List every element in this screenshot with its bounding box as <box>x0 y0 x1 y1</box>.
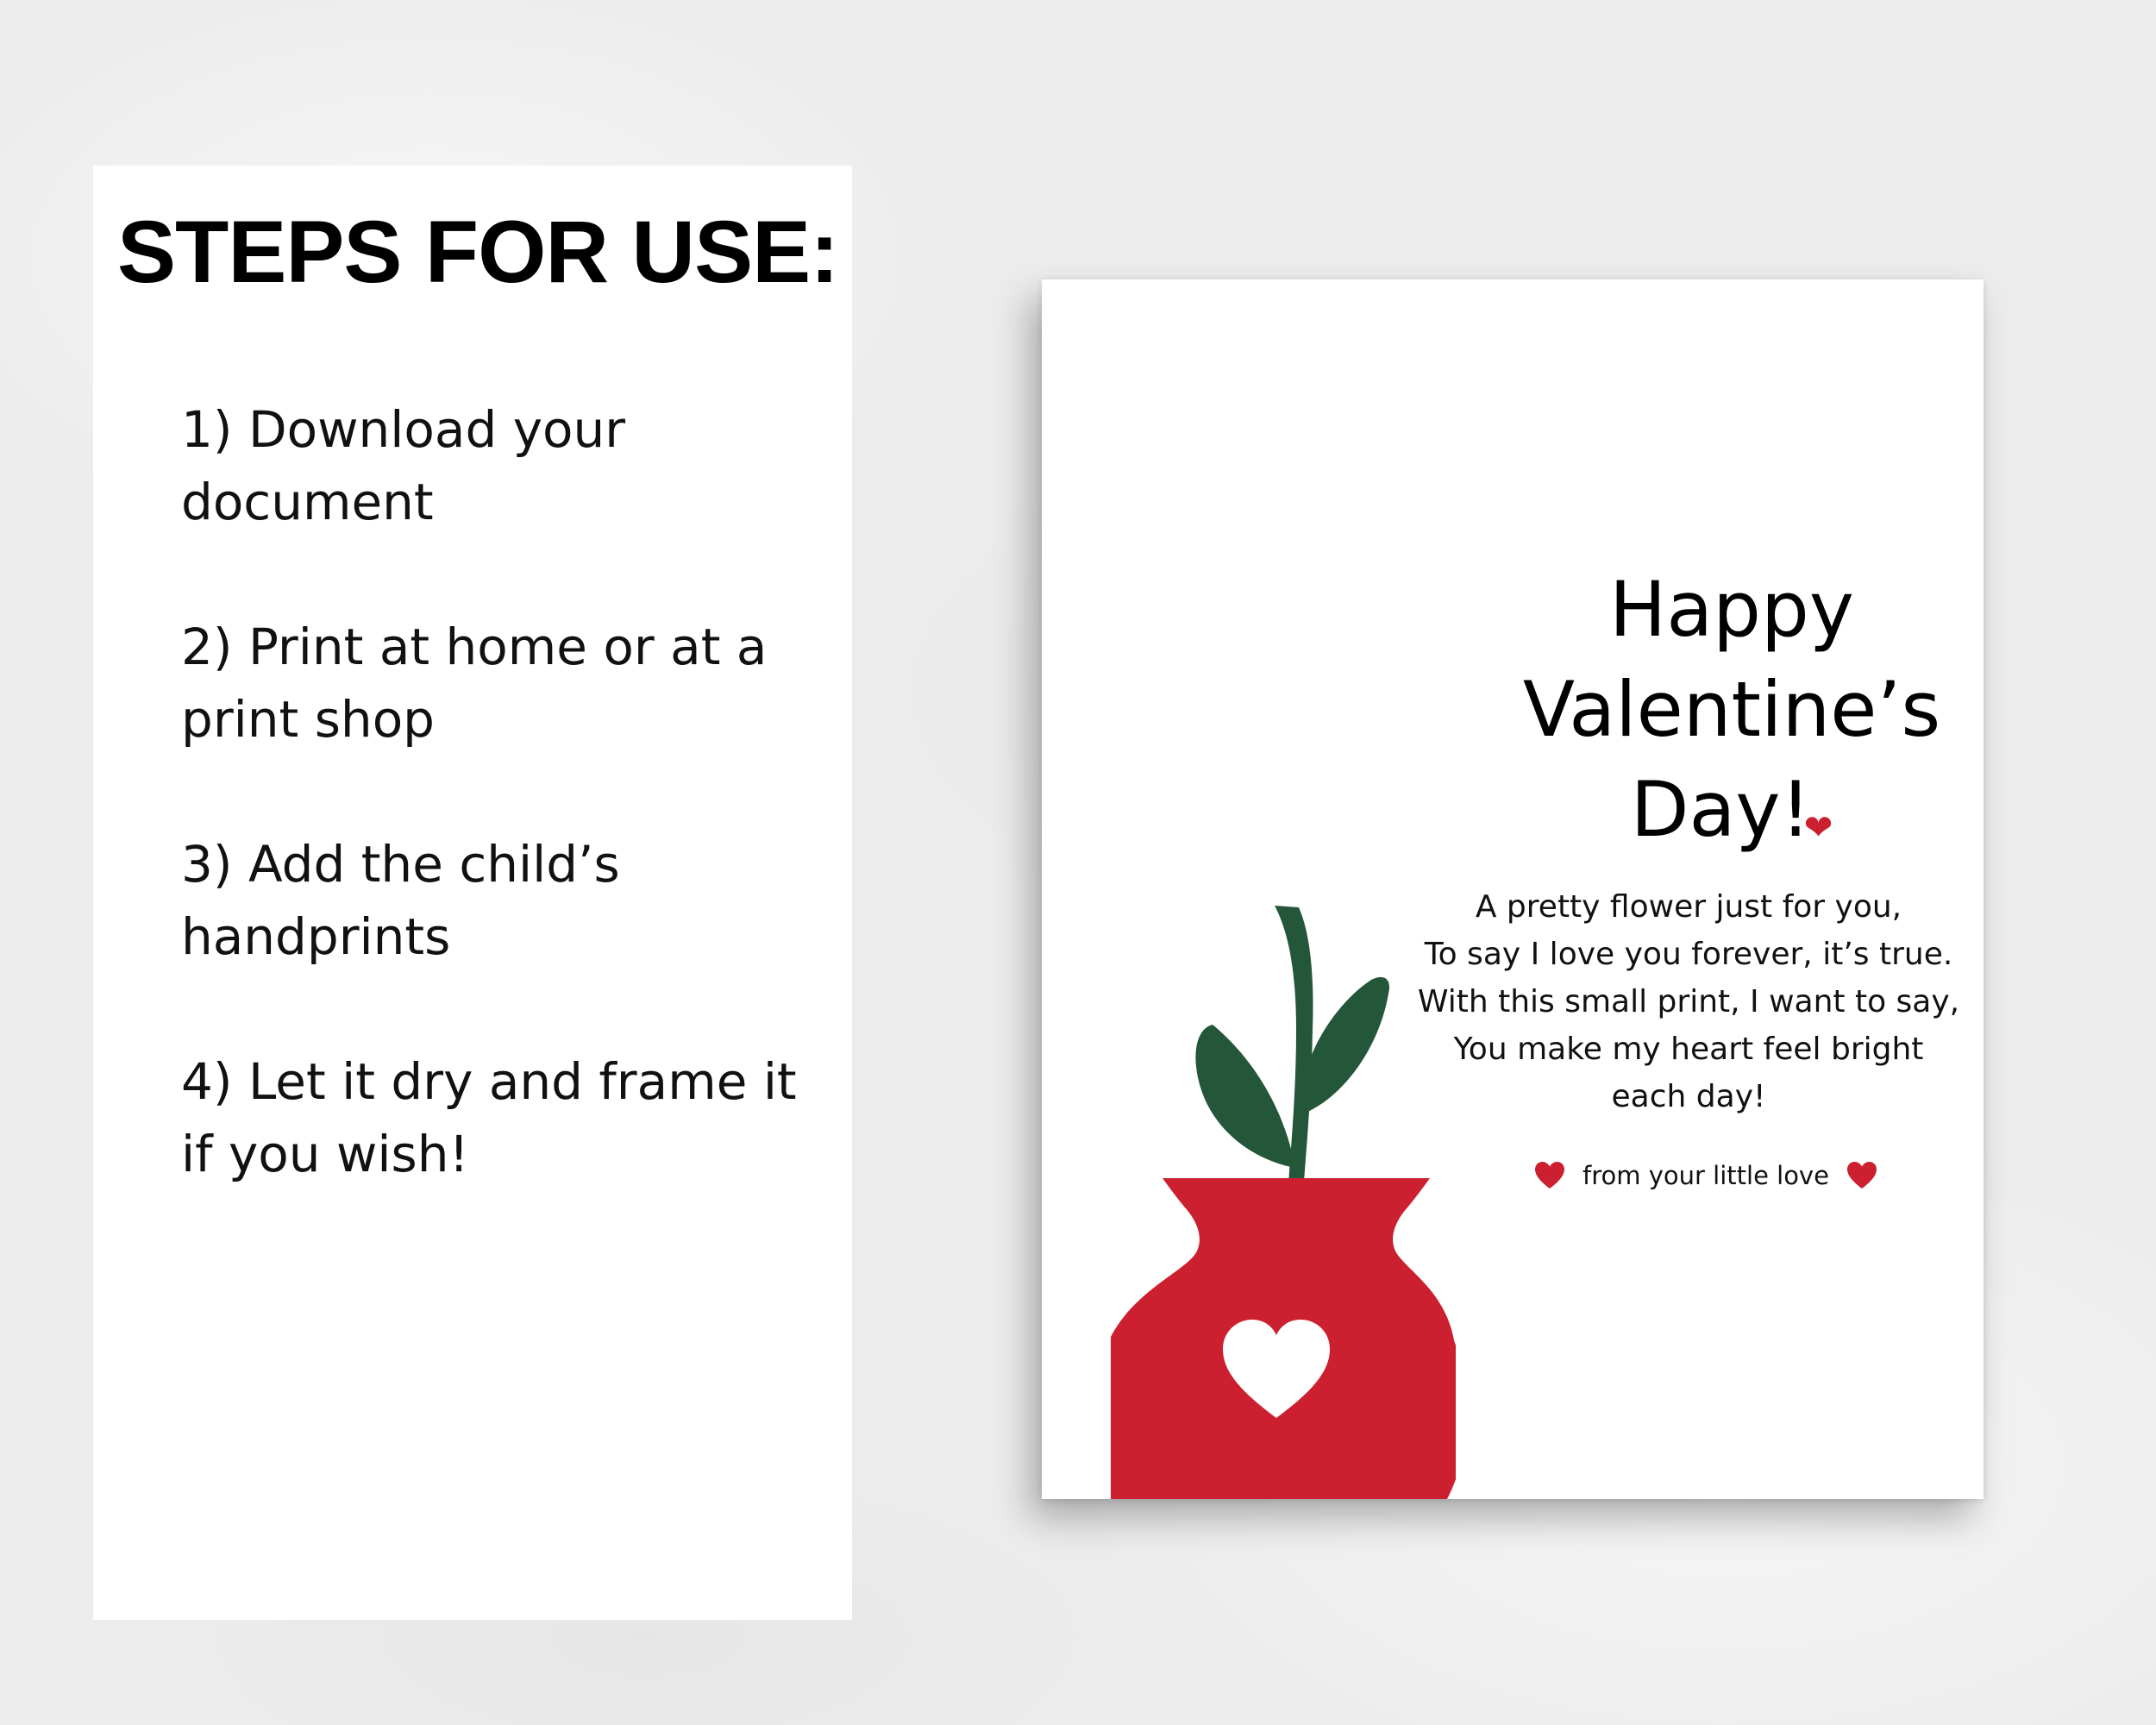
vase-icon <box>1111 1178 1456 1499</box>
steps-list <box>181 393 837 1263</box>
card-title-line-2: Valentine’s <box>1522 665 1941 754</box>
poem-line-4: You make my heart feel bright <box>1453 1032 1924 1067</box>
step-2-line-1: 2) Print at home or at a <box>181 618 768 676</box>
heart-icon <box>1846 1161 1877 1190</box>
steps-title: STEPS FOR USE: <box>117 203 839 301</box>
poem <box>1413 883 1965 1120</box>
step-1-line-2: document <box>181 473 434 531</box>
step-item-3 <box>181 828 837 973</box>
step-3-line-2: handprints <box>181 907 451 966</box>
step-item-4 <box>181 1045 837 1190</box>
poem-line-3: With this small print, I want to say, <box>1417 984 1960 1019</box>
signature-text: from your little love <box>1583 1161 1829 1190</box>
step-4-line-1: 4) Let it dry and frame it <box>181 1052 797 1111</box>
card-title-line-3-wrap <box>1490 760 1973 878</box>
poem-line-5: each day! <box>1611 1079 1766 1114</box>
steps-panel <box>93 166 852 1620</box>
card-title-line-1: Happy <box>1609 565 1854 654</box>
heart-icon <box>1534 1161 1565 1190</box>
vase-illustration <box>1111 900 1456 1499</box>
step-2-line-2: print shop <box>181 690 435 749</box>
signature <box>1490 1161 1921 1190</box>
poem-line-2: To say I love you forever, it’s true. <box>1424 937 1953 972</box>
poem-line-1: A pretty flower just for you, <box>1475 889 1902 925</box>
step-item-1 <box>181 393 837 538</box>
heart-icon: ❤ <box>1803 808 1833 848</box>
valentine-card-preview <box>1042 279 1984 1499</box>
step-item-2 <box>181 611 837 756</box>
card-title <box>1490 560 1973 878</box>
card-title-line-3: Day! <box>1630 765 1811 854</box>
step-1-line-1: 1) Download your <box>181 400 626 459</box>
step-3-line-1: 3) Add the child’s <box>181 835 620 894</box>
step-4-line-2: if you wish! <box>181 1125 469 1183</box>
